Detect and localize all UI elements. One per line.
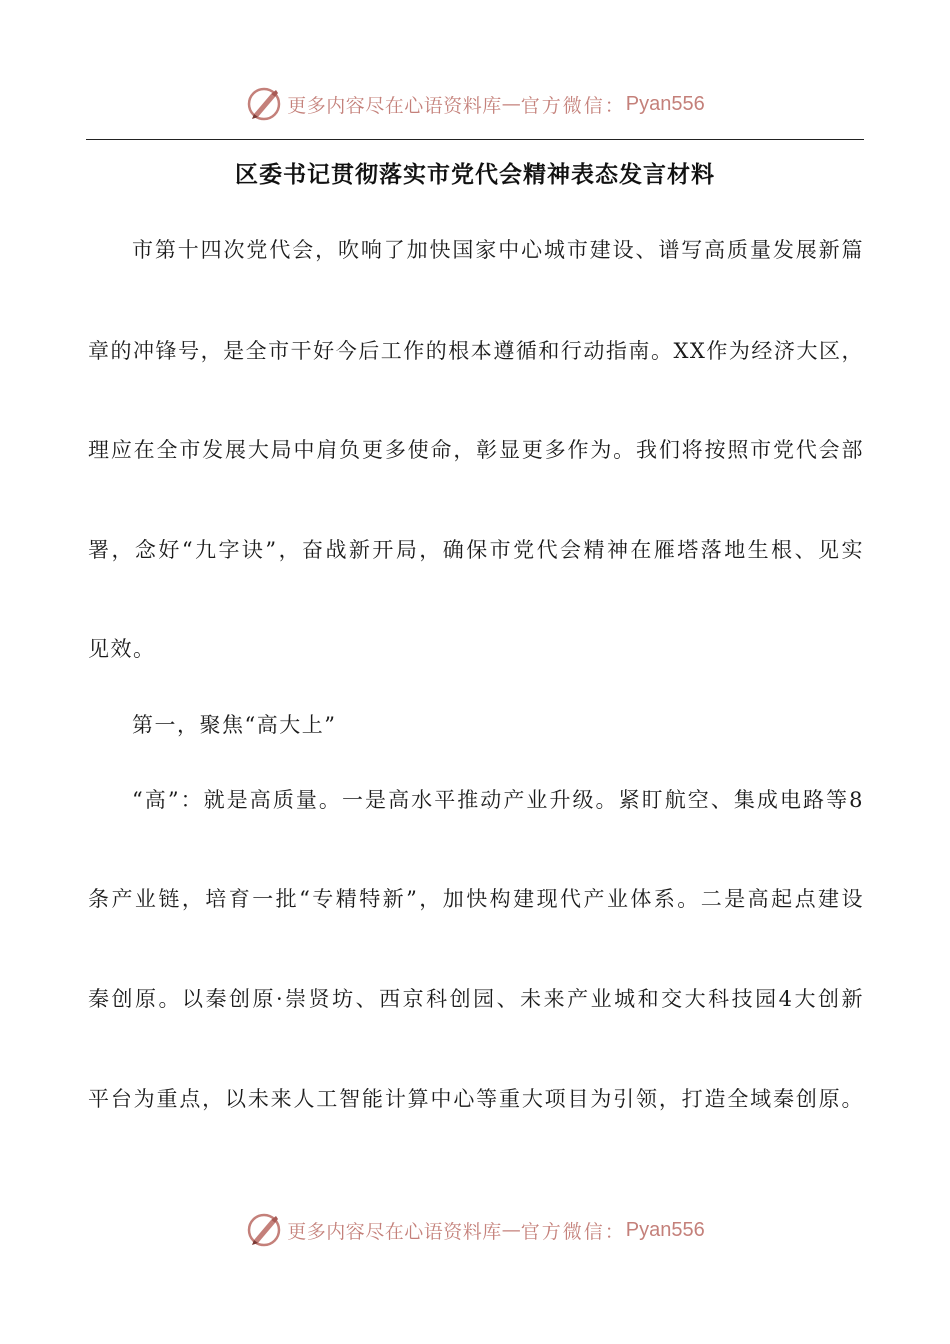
watermark-dash: —: [501, 1219, 521, 1241]
watermark-dash: —: [501, 93, 521, 115]
watermark-official-label: 官方微信：: [520, 94, 626, 117]
paragraph-line: 见效。: [88, 637, 156, 661]
document-title: 区委书记贯彻落实市党代会精神表态发言材料: [235, 162, 715, 188]
watermark-official-label: 官方微信：: [520, 1220, 626, 1243]
paragraph-line: 理应在全市发展大局中肩负更多使命，彰显更多作为。我们将按照市党代会部: [88, 438, 864, 462]
paragraph-line: “高”：就是高质量。一是高水平推动产业升级。紧盯航空、集成电路等8: [132, 788, 864, 812]
footer-watermark: [0, 1208, 950, 1252]
watermark-wechat-id: Pyan556: [625, 1218, 705, 1241]
paragraph-line: 章的冲锋号，是全市干好今后工作的根本遵循和行动指南。XX作为经济大区，: [88, 339, 864, 363]
header-watermark: [0, 82, 950, 126]
pen-logo-icon: [245, 85, 283, 123]
paragraph-line: 平台为重点，以未来人工智能计算中心等重大项目为引领，打造全域秦创原。: [88, 1087, 864, 1111]
paragraph-line: 市第十四次党代会，吹响了加快国家中心城市建设、谱写高质量发展新篇: [132, 238, 864, 262]
paragraph-line: 秦创原。以秦创原·崇贤坊、西京科创园、未来产业城和交大科技园4大创新: [88, 987, 864, 1011]
paragraph-line: 署，念好“九字诀”，奋战新开局，确保市党代会精神在雁塔落地生根、见实: [88, 538, 864, 562]
paragraph-line: 条产业链，培育一批“专精特新”，加快构建现代产业体系。二是高起点建设: [88, 887, 864, 911]
watermark-wechat-id: Pyan556: [625, 92, 705, 115]
header-divider: [86, 139, 864, 140]
pen-logo-icon: [245, 1211, 283, 1249]
section-heading: 第一，聚焦“高大上”: [132, 713, 337, 737]
watermark-text: 更多内容尽在心语资料库: [287, 94, 502, 117]
watermark-text: 更多内容尽在心语资料库: [287, 1220, 502, 1243]
